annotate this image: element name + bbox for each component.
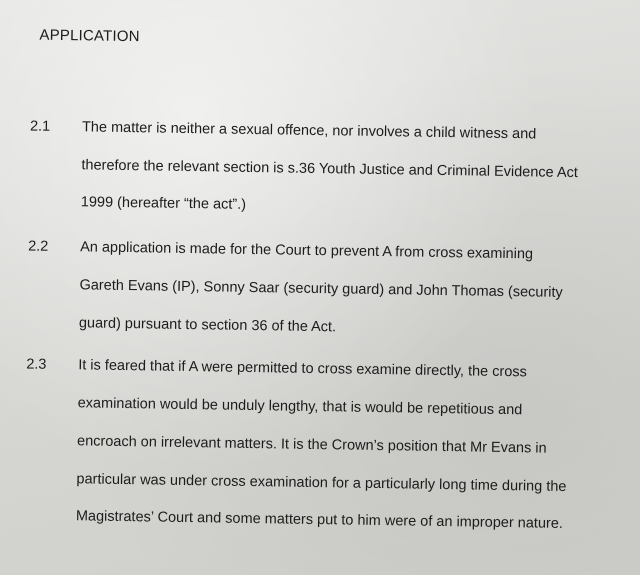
paragraph-line: The matter is neither a sexual offence, nor involves a child witness and [81, 119, 537, 143]
section-heading: APPLICATION [39, 26, 140, 46]
paragraph-line: particular was under cross examination for a particularly long time during the [76, 471, 567, 495]
paragraph-2-1 [29, 118, 610, 213]
paragraph-number: 2.2 [28, 238, 49, 255]
paragraph-2-3 [26, 356, 606, 532]
paragraph-line: therefore the relevant section is s.36 Youth Justice and Criminal Evidence Act [81, 157, 578, 182]
paragraph-line: encroach on irrelevant matters. It is the Crown’s position that Mr Evans in [76, 433, 547, 457]
paragraph-line: An application is made for the Court to prevent A from cross examining [79, 239, 534, 263]
paragraph-number: 2.1 [29, 118, 51, 135]
paragraph-number: 2.3 [26, 356, 47, 373]
paragraph-line: Gareth Evans (IP), Sonny Saar (security guard) and John Thomas (security [79, 277, 563, 301]
paragraph-line: guard) pursuant to section 36 of the Act. [78, 315, 337, 336]
paragraph-line: 1999 (hereafter “the act”.) [80, 194, 247, 213]
paragraph-line: examination would be unduly lengthy, that is would be repetitious and [77, 395, 523, 419]
paragraph-line: Magistrates’ Court and some matters put to him were of an improper nature. [75, 508, 564, 532]
paragraph-line: It is feared that if A were permitted to cross examine directly, the cross [78, 357, 527, 381]
paragraph-2-2 [28, 238, 608, 336]
